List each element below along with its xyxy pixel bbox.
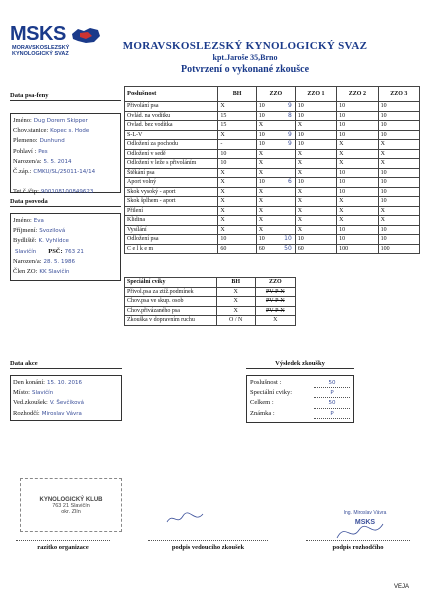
region-map-icon xyxy=(70,26,102,46)
event-field-row xyxy=(13,378,119,388)
owner-field-value: Slavičín xyxy=(15,248,37,255)
results-cell: 10 xyxy=(378,121,419,131)
owner-field-row xyxy=(13,247,118,257)
results-cell: 10 9 xyxy=(256,102,295,112)
results-col-header: Poslušnost xyxy=(125,87,218,102)
results-cell: 10 10 xyxy=(256,235,295,245)
dog-section xyxy=(10,92,121,196)
results-cell: 60 xyxy=(218,244,256,254)
results-cell: 10 xyxy=(378,225,419,235)
results-cell: X xyxy=(295,159,336,169)
results-row xyxy=(125,197,420,207)
results-cell: X xyxy=(337,206,378,216)
owner-field-label: Bydliště: xyxy=(13,237,37,245)
results-cell: X xyxy=(295,187,336,197)
results-cell: 10 xyxy=(337,102,378,112)
owner-field-label: Jméno: xyxy=(13,217,32,224)
results-score-handwritten: 10 xyxy=(284,235,292,242)
owner-field-row xyxy=(13,236,118,246)
results-row xyxy=(125,111,420,121)
results-cell: X xyxy=(295,149,336,159)
results-cell: 10 xyxy=(378,235,419,245)
results-cell: X xyxy=(295,197,336,207)
results-row xyxy=(125,216,420,226)
event-field-label: Rozhodčí: xyxy=(13,409,40,417)
results-cell: 10 xyxy=(295,111,336,121)
event-field-value: V. Ševčíková xyxy=(49,400,85,407)
special-table xyxy=(124,277,296,326)
results-cell: X xyxy=(218,130,256,140)
results-cell: X xyxy=(295,121,336,131)
owner-field-value: 28. 5. 1986 xyxy=(43,258,76,265)
results-cell: 10 xyxy=(378,111,419,121)
results-cell: 10 xyxy=(295,130,336,140)
results-cell: X xyxy=(256,121,295,131)
owner-field-value: Eva xyxy=(33,218,44,224)
summary-row xyxy=(250,378,350,388)
results-cell: 10 xyxy=(378,178,419,188)
owner-psc-value: 763 21 xyxy=(64,248,84,255)
sig-label-judge: podpis rozhodčího xyxy=(332,544,384,551)
results-exercise-name: S-L-V xyxy=(125,130,218,140)
dog-field-label: Narozen/a: xyxy=(13,157,42,165)
org-address: kpt.Jaroše 35,Brno xyxy=(212,53,278,62)
special-cell: X xyxy=(216,297,255,307)
special-col-header: Speciální cviky xyxy=(125,278,217,288)
results-cell: X xyxy=(218,187,256,197)
summary-label: Známka : xyxy=(250,409,275,417)
special-cell: PV-P-N xyxy=(255,306,295,316)
results-cell: X xyxy=(337,140,378,150)
results-cell: 10 xyxy=(337,111,378,121)
summary-label: Poslušnost : xyxy=(250,379,282,386)
owner-field-value: KK Slavičín xyxy=(39,268,70,275)
footer-code: VEJA xyxy=(394,584,410,590)
dog-field-row xyxy=(13,177,118,187)
results-cell: X xyxy=(218,225,256,235)
dog-heading: Data psa-feny xyxy=(10,92,121,101)
results-cell: X xyxy=(295,216,336,226)
special-cell: O / N xyxy=(216,316,255,326)
results-cell: X xyxy=(378,149,419,159)
special-cell: Zkouška v dopravním ruchu xyxy=(125,316,217,326)
results-row xyxy=(125,187,420,197)
results-score-handwritten: 6 xyxy=(287,178,292,185)
sig-label-leader: podpis vedoucího zkoušek xyxy=(171,544,245,551)
dog-field-label: Tet.č./čip: xyxy=(13,188,39,196)
results-col-header: ZZO xyxy=(256,87,295,102)
special-cell: Chov.přivázaného psa xyxy=(125,306,217,316)
results-cell: X xyxy=(256,206,295,216)
results-cell: 10 8 xyxy=(256,111,295,121)
results-cell: 10 xyxy=(218,149,256,159)
results-cell: 100 xyxy=(337,244,378,254)
results-cell: 10 xyxy=(337,130,378,140)
special-row xyxy=(125,306,296,316)
results-exercise-name: Štěkání psa xyxy=(125,168,218,178)
results-cell: 10 9 xyxy=(256,140,295,150)
results-col-header: ZZO 2 xyxy=(337,87,378,102)
results-row xyxy=(125,149,420,159)
results-cell: X xyxy=(295,168,336,178)
owner-field-label: Příjmení: xyxy=(13,227,38,235)
event-section xyxy=(10,360,122,421)
dog-field-value: CMKU/SL/25011-14/14 xyxy=(33,168,96,175)
results-exercise-name: Přivolání psa xyxy=(125,102,218,112)
results-cell: 10 xyxy=(295,140,336,150)
results-score-handwritten: 9 xyxy=(287,130,292,138)
results-cell: 10 xyxy=(295,235,336,245)
results-cell: X xyxy=(295,206,336,216)
results-row xyxy=(125,244,420,254)
summary-fields xyxy=(246,375,354,423)
dog-field-row xyxy=(13,126,118,136)
dog-field-label: Plemeno: xyxy=(13,137,38,145)
dog-field-row xyxy=(13,136,118,146)
owner-field-label: Člen ZO: xyxy=(13,267,38,275)
results-exercise-name: C e l k e m xyxy=(125,244,218,254)
sig-label-org: razítko organizace xyxy=(37,544,89,551)
results-score-handwritten: 9 xyxy=(287,102,292,109)
special-cell: Přivol.psa za ztíž.podmínek xyxy=(125,287,217,297)
sig-line-leader xyxy=(148,540,268,541)
owner-fields xyxy=(10,213,121,281)
special-row xyxy=(125,316,296,326)
results-exercise-name: Ovlád. na vodítku xyxy=(125,111,218,121)
results-cell: 15 xyxy=(218,111,256,121)
dog-field-label: Pohlaví : xyxy=(13,147,37,155)
results-cell: X xyxy=(218,197,256,207)
results-row xyxy=(125,121,420,131)
results-cell: 10 xyxy=(378,187,419,197)
dog-field-value: 900108100849623 xyxy=(40,189,94,196)
summary-value: P xyxy=(314,409,350,419)
results-cell: 10 6 xyxy=(256,178,295,188)
owner-field-row xyxy=(13,226,118,236)
dog-field-value: 5. 5. 2014 xyxy=(43,158,72,165)
results-cell: X xyxy=(378,159,419,169)
results-score-handwritten: 8 xyxy=(287,111,292,119)
results-exercise-name: Odložení v leže s přivoláním xyxy=(125,159,218,169)
results-cell: 10 xyxy=(218,159,256,169)
dog-field-row xyxy=(13,187,118,197)
results-cell: - xyxy=(218,140,256,150)
special-row xyxy=(125,297,296,307)
owner-field-row xyxy=(13,216,118,226)
results-exercise-name: Vysílání xyxy=(125,225,218,235)
results-row xyxy=(125,130,420,140)
owner-heading: Data psovoda xyxy=(10,198,121,207)
results-cell: 10 xyxy=(337,178,378,188)
results-col-header: ZZO 1 xyxy=(295,87,336,102)
event-field-value: Miroslav Vávra xyxy=(41,410,82,417)
results-cell: 60 xyxy=(295,244,336,254)
results-exercise-name: Skok šplhem - aport xyxy=(125,197,218,207)
club-stamp: KYNOLOGICKÝ KLUB 763 21 Slavičín okr. Zlín xyxy=(20,478,122,532)
dog-field-row xyxy=(13,157,118,167)
dog-field-label: Jméno: xyxy=(13,117,32,124)
results-row xyxy=(125,102,420,112)
dog-fields xyxy=(10,113,121,196)
results-score-handwritten: 50 xyxy=(284,244,292,252)
summary-label: Celkem : xyxy=(250,399,274,407)
results-row xyxy=(125,168,420,178)
results-cell: 10 xyxy=(337,225,378,235)
results-cell: X xyxy=(337,149,378,159)
results-exercise-name: Odložení psa xyxy=(125,235,218,245)
summary-row xyxy=(250,409,350,419)
results-cell: X xyxy=(378,140,419,150)
results-row xyxy=(125,178,420,188)
results-cell: X xyxy=(218,206,256,216)
dog-field-row xyxy=(13,167,118,177)
owner-psc-label: PSČ: xyxy=(48,247,63,255)
document-title: Potvrzení o vykonané zkoušce xyxy=(180,64,310,75)
results-cell: X xyxy=(256,225,295,235)
event-heading: Data akce xyxy=(10,360,122,369)
event-field-row xyxy=(13,409,119,419)
special-cell: PV-P-N xyxy=(255,297,295,307)
results-cell: 10 xyxy=(337,235,378,245)
event-field-row xyxy=(13,398,119,408)
results-cell: X xyxy=(378,216,419,226)
results-row xyxy=(125,206,420,216)
special-header-row xyxy=(125,278,296,288)
results-cell: X xyxy=(256,149,295,159)
results-header-row xyxy=(125,87,420,102)
results-cell: X xyxy=(256,197,295,207)
results-col-header: BH xyxy=(218,87,256,102)
results-cell: X xyxy=(218,178,256,188)
logo-text: MSKS xyxy=(10,23,66,45)
results-cell: 10 xyxy=(378,130,419,140)
results-row xyxy=(125,225,420,235)
special-cell: Chov.psa ve skup. osob xyxy=(125,297,217,307)
results-cell: 10 xyxy=(295,178,336,188)
results-cell: X xyxy=(256,187,295,197)
results-cell: X xyxy=(218,102,256,112)
special-col-header: BH xyxy=(216,278,255,288)
sig-line-judge xyxy=(306,540,410,541)
results-exercise-name: Ovlad. bez vodítka xyxy=(125,121,218,131)
owner-field-row xyxy=(13,257,118,267)
results-cell: 60 50 xyxy=(256,244,295,254)
summary-row xyxy=(250,398,350,408)
summary-row xyxy=(250,388,350,398)
results-cell: X xyxy=(256,168,295,178)
event-field-value: Slavičín xyxy=(31,390,54,397)
results-cell: X xyxy=(337,216,378,226)
special-cell: X xyxy=(216,306,255,316)
results-cell: 10 xyxy=(337,121,378,131)
results-cell: X xyxy=(337,197,378,207)
special-cell: PV-P-N xyxy=(255,287,295,297)
summary-heading: Výsledek zkoušky xyxy=(246,360,354,369)
results-cell: 10 9 xyxy=(256,130,295,140)
results-cell: 10 xyxy=(337,168,378,178)
msks-logo xyxy=(10,24,102,62)
results-cell: X xyxy=(218,168,256,178)
dog-field-label: Chov.stanice: xyxy=(13,127,49,135)
results-row xyxy=(125,159,420,169)
summary-value: 50 xyxy=(314,378,350,388)
results-col-header: ZZO 3 xyxy=(378,87,419,102)
results-exercise-name: Přilení xyxy=(125,206,218,216)
results-cell: 100 xyxy=(378,244,419,254)
event-field-value: 15. 10. 2016 xyxy=(46,380,82,386)
results-cell: 10 xyxy=(378,168,419,178)
event-field-row xyxy=(13,388,119,398)
special-cell: X xyxy=(255,316,295,326)
results-cell: X xyxy=(256,159,295,169)
dog-field-value: Pes xyxy=(38,148,48,155)
dog-field-value: Dunhund xyxy=(39,138,65,145)
dog-field-label: Č.záp.: xyxy=(13,167,32,175)
dog-field-value: Dug Dorem Skipper xyxy=(33,118,88,124)
results-row xyxy=(125,235,420,245)
results-exercise-name: Odložení za pochodu xyxy=(125,140,218,150)
org-title: MORAVSKOSLEZSKÝ KYNOLOGICKÝ SVAZ xyxy=(122,40,368,52)
summary-value: P xyxy=(314,388,350,398)
results-exercise-name: Aport volný xyxy=(125,178,218,188)
owner-field-value: Svozilová xyxy=(39,228,66,235)
results-cell: X xyxy=(378,206,419,216)
event-field-label: Místo: xyxy=(13,389,30,397)
dog-field-row xyxy=(13,116,118,126)
results-exercise-name: Klidina xyxy=(125,216,218,226)
summary-value: 50 xyxy=(314,398,350,408)
owner-field-row xyxy=(13,267,118,277)
results-score-handwritten: 9 xyxy=(287,140,292,147)
owner-field-value: K. Vyhlídce xyxy=(38,238,69,245)
special-cell: X xyxy=(216,287,255,297)
results-cell: 10 xyxy=(378,197,419,207)
results-cell: 15 xyxy=(218,121,256,131)
event-field-label: Den konání: xyxy=(13,379,45,386)
results-cell: 10 xyxy=(378,102,419,112)
special-row xyxy=(125,287,296,297)
results-cell: 10 xyxy=(295,102,336,112)
results-row xyxy=(125,140,420,150)
summary-label: Speciální cviky: xyxy=(250,389,293,397)
sig-line-org xyxy=(16,540,110,541)
judge-stamp: Ing. Miroslav Vávra MSKS xyxy=(343,510,387,526)
owner-field-label: Narozen/a: xyxy=(13,257,42,265)
logo-subtitle: MORAVSKOSLEZSKÝ KYNOLOGICKÝ SVAZ xyxy=(12,45,70,57)
results-cell: X xyxy=(256,216,295,226)
leader-signature xyxy=(165,508,205,528)
results-cell: X xyxy=(295,225,336,235)
results-table xyxy=(124,86,420,254)
dog-field-row xyxy=(13,147,118,157)
owner-section xyxy=(10,198,121,281)
results-cell: 10 xyxy=(218,235,256,245)
results-exercise-name: Skok vysoký - aport xyxy=(125,187,218,197)
results-cell: 10 xyxy=(337,187,378,197)
event-fields xyxy=(10,375,122,421)
special-col-header: ZZO xyxy=(255,278,295,288)
results-cell: X xyxy=(218,216,256,226)
results-cell: X xyxy=(337,159,378,169)
results-exercise-name: Odložení v sedě xyxy=(125,149,218,159)
event-field-label: Ved.zkoušek: xyxy=(13,399,48,407)
summary-section xyxy=(246,360,354,423)
dog-field-value: Kopec s. Hode xyxy=(50,128,90,135)
